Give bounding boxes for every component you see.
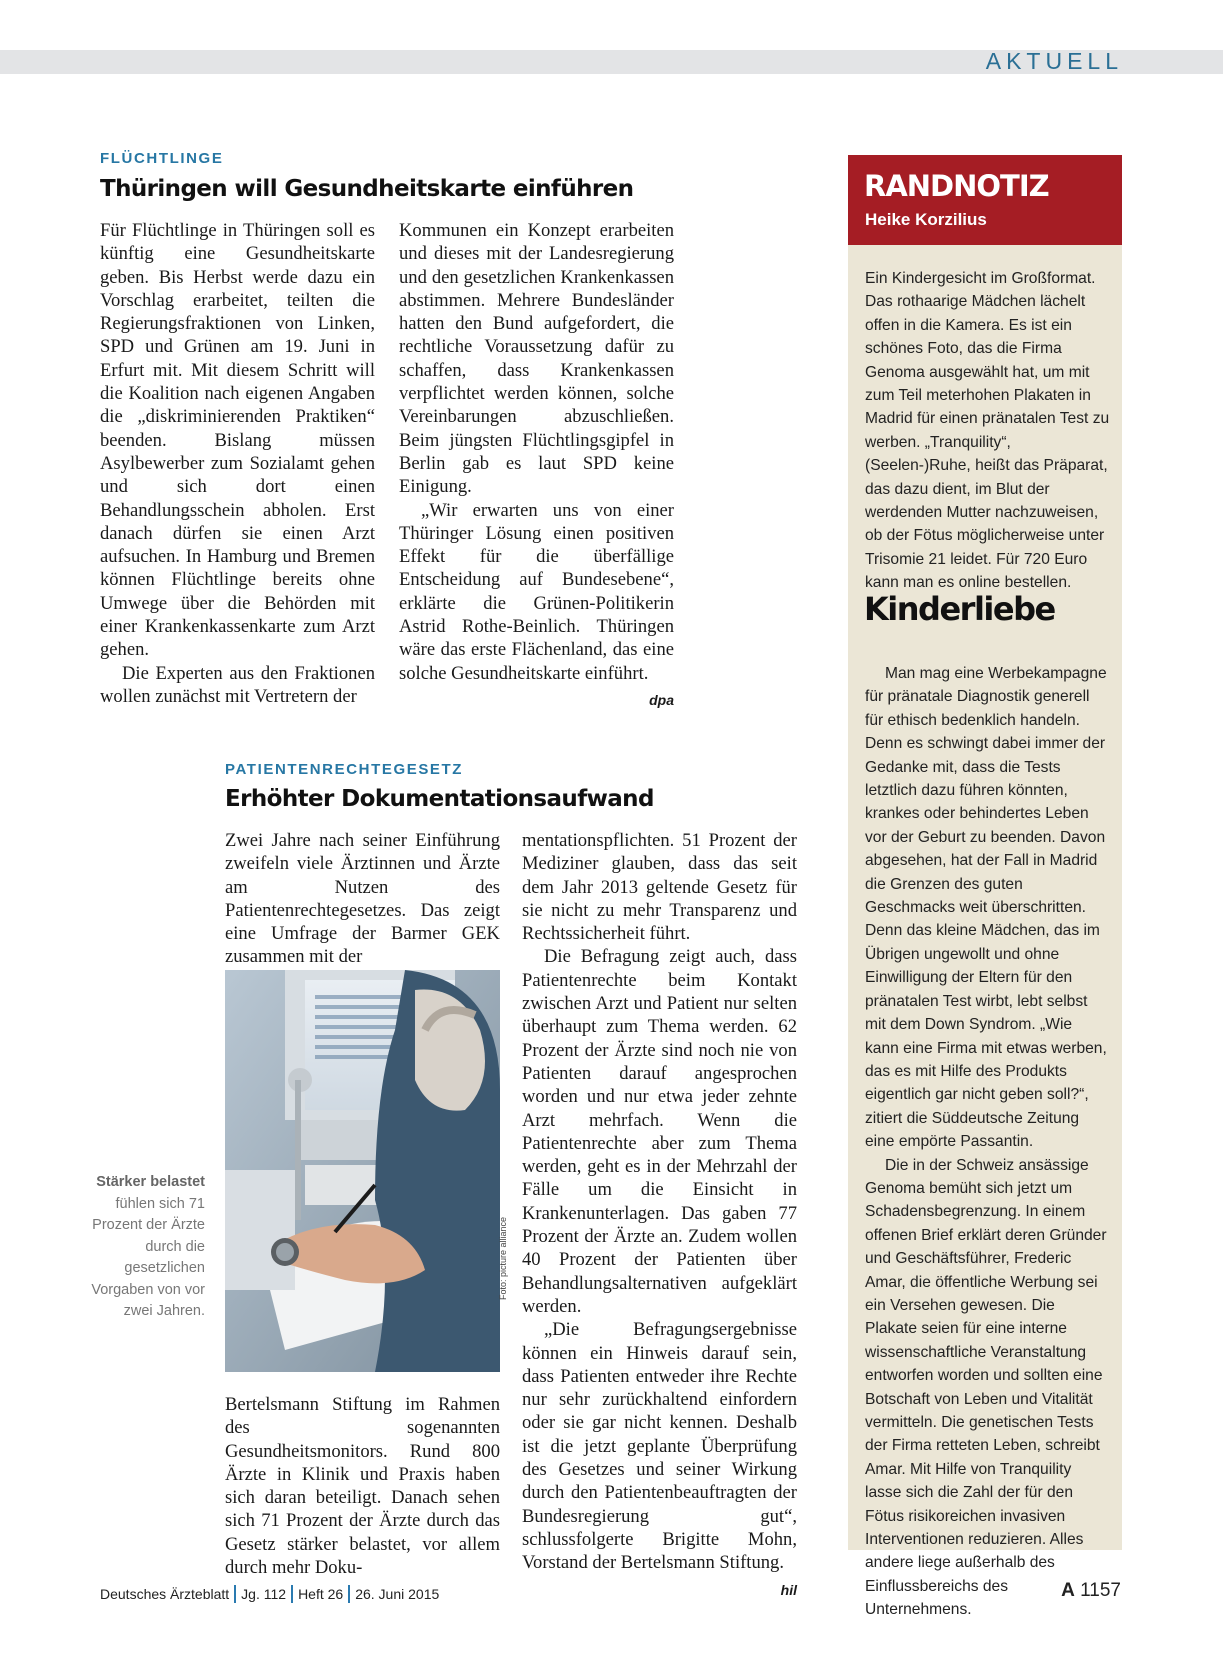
randnotiz-paragraph: Ein Kindergesicht im Großformat. Das rothaarige Mädchen lächelt offen in die Kamera. Es ist ein schönes Foto, das die Firma Genoma ausgewählt hat, um mit zum Teil meterhohen Plakaten in Madrid für einen pränatalen Test zu werben. „Tranquility“, (Seelen-)Ruhe, heißt das Präparat, das dazu dient, im Blut der werdenden Mutter nachzuweisen, ob der Fötus möglicherweise unter Trisomie 21 leidet. Für 720 Euro kann man es online bestellen. (865, 270, 1110, 592)
randnotiz-intro (865, 267, 1110, 595)
footer-separator (291, 1585, 293, 1603)
article2-paragraph (522, 1318, 797, 1598)
article-photo (225, 970, 500, 1372)
footer-separator (348, 1585, 350, 1603)
randnotiz-heading: Kinderliebe (864, 590, 1055, 628)
article2-kicker: PATIENTENRECHTEGESETZ (225, 761, 464, 778)
article2-headline: Erhöhter Dokumentationsaufwand (225, 786, 654, 812)
footer (100, 1585, 439, 1603)
article1-headline: Thüringen will Gesundheitskarte einführen (100, 176, 634, 202)
page-number-value: 1157 (1080, 1580, 1121, 1601)
article2-column-2 (522, 829, 797, 1602)
article2-paragraph: Die Befragung zeigt auch, dass Patientenrechte beim Kontakt zwischen Arzt und Patient nur selten überhaupt zum Thema werden. 62 Prozent der Ärzte sind noch nie von Patienten darauf angesprochen worden und nur etwa jeder zehnte Arzt mehrfach. Wenn die Patientenrechte aber zum Thema werden, geht es in der Mehrzahl der Fälle um die Einsicht in Krankenunterlagen. Das gaben 77 Prozent der Ärzte an. Zudem wollen 40 Prozent der Patienten über Behandlungsalternativen aufgeklärt werden. (522, 946, 797, 1317)
photo-caption (88, 1172, 205, 1323)
journal-name: Deutsches Ärzteblatt (100, 1586, 230, 1602)
article1-column-2 (399, 219, 674, 712)
section-label: AKTUELL (985, 48, 1123, 74)
randnotiz-header (848, 155, 1122, 245)
article1-paragraph-text: „Wir erwarten uns von einer Thüringer Lösung einen positiven Effekt für die überfällige Entscheidung auf Bundesebene“, erklärte die Grünen-Politikerin Astrid Rothe-Beinlich. Thüringen wäre das erste Flächenland, das eine solche Gesundheitskarte einführt. (399, 499, 674, 684)
journal-issue: Heft 26 (298, 1586, 344, 1602)
article2-agency: hil (780, 1581, 797, 1598)
doctor-writing-photo (225, 970, 500, 1372)
caption-text: fühlen sich 71 Prozent der Ärzte durch die gesetzlichen Vorgaben von vor zwei Jahren. (91, 1195, 205, 1319)
article2-paragraph: mentationspflichten. 51 Prozent der Mediziner glauben, dass das seit dem Jahr 2013 geltende Gesetz für sie nicht zu mehr Transparenz und Rechtssicherheit führt. (522, 830, 797, 945)
randnotiz-author: Heike Korzilius (865, 210, 987, 229)
article1-column-1 (100, 219, 375, 708)
article2-column-1-top (225, 829, 500, 969)
randnotiz-main (865, 662, 1110, 1622)
photo-credit: Foto: picture alliance (498, 1216, 508, 1300)
randnotiz-label: RANDNOTIZ (864, 169, 1049, 203)
page-prefix: A (1061, 1580, 1075, 1601)
page-number (1061, 1580, 1121, 1602)
article2-paragraph: Bertelsmann Stiftung im Rahmen des sogenannten Gesundheitsmonitors. Rund 800 Ärzte in Klinik und Praxis haben sich daran beteiligt. Danach sehen sich 71 Prozent der Ärzte durch das Gesetz stärker belastet, vor allem durch mehr Doku- (225, 1394, 500, 1579)
article1-kicker: FLÜCHTLINGE (100, 150, 224, 167)
randnotiz-paragraph: Man mag eine Werbekampagne für pränatale Diagnostik generell für ethisch bedenklich handeln. Denn es schwingt dabei immer der Gedanke mit, dass die Tests letztlich dazu führen könnten, krankes oder behindertes Leben vor der Geburt zu beenden. Davon abgesehen, hat der Fall in Madrid die Grenzen des guten Geschmacks weit überschritten. Denn das kleine Mädchen, das im Übrigen ungewollt und ohne Einwilligung der Eltern für den pränatalen Test wirbt, lebt selbst mit dem Down Syndrom. „Wie kann eine Firma mit etwas werben, das es mit Hilfe des Produkts eigentlich gar nicht geben soll?“, zitiert die Süddeutsche Zeitung eine empörte Passantin. (865, 665, 1107, 1151)
journal-volume: Jg. 112 (241, 1586, 287, 1602)
footer-separator (234, 1585, 236, 1603)
article1-paragraph (399, 499, 674, 708)
journal-date: 26. Juni 2015 (355, 1586, 440, 1602)
article1-agency: dpa (649, 691, 674, 708)
article2-paragraph: Zwei Jahre nach seiner Einführung zweifeln viele Ärztinnen und Ärzte am Nutzen des Patientenrechtegesetzes. Das zeigt eine Umfrage der Barmer GEK zusammen mit der (225, 830, 500, 968)
article1-paragraph: Für Flüchtlinge in Thüringen soll es künftig eine Gesundheitskarte geben. Bis Herbst werde dazu ein Vorschlag erarbeitet, teilten die Regierungsfraktionen von Linken, SPD und Grünen am 19. Juni in Erfurt mit. Mit diesem Schritt will die Koalition nach eigenen Angaben die „diskriminierenden Praktiken“ beenden. Bislang müssen Asylbewerber zum Sozialamt gehen und sich dort einen Behandlungsschein abholen. Erst danach dürfen sie einen Arzt aufsuchen. In Hamburg und Bremen können Flüchtlinge bereits ohne Umwege über die Behörden mit einer Krankenkassenkarte zum Arzt gehen. (100, 220, 375, 661)
article1-paragraph: Die Experten aus den Fraktionen wollen zunächst mit Vertretern der (100, 662, 375, 707)
article2-column-1-bottom (225, 1393, 500, 1579)
article2-paragraph-text: „Die Befragungsergebnisse können ein Hinweis darauf sein, dass Patienten entweder ihre Rechte nur sehr zurückhaltend einfordern oder sie gar nicht kennen. Deshalb ist die jetzt geplante Überprüfung des Gesetzes und seiner Wirkung durch den Patientenbeauftragten der Bundesregierung gut“, schlussfolgerte Brigitte Mohn, Vorstand der Bertelsmann Stiftung. (522, 1319, 797, 1574)
article1-paragraph: Kommunen ein Konzept erarbeiten und dieses mit der Landesregierung und den gesetzlichen Krankenkassen abstimmen. Mehrere Bundesländer hatten den Bund aufgefordert, die rechtliche Voraussetzung dafür zu schaffen, dass Krankenkassen verpflichtet werden können, solche Vereinbarungen abzuschließen. Beim jüngsten Flüchtlingsgipfel in Berlin gab es laut SPD keine Einigung. (399, 220, 674, 498)
caption-bold: Stärker belastet (96, 1174, 205, 1190)
randnotiz-paragraph: Die in der Schweiz ansässige Genoma bemüht sich jetzt um Schadensbegrenzung. In einem offenen Brief erklärt deren Gründer und Geschäftsführer, Frederic Amar, die öffentliche Werbung sei ein Versehen gewesen. Die Plakate seien für eine interne wissenschaftliche Veranstaltung entworfen worden und sollten eine Botschaft von Leben und Vitalität vermitteln. Die genetischen Tests der Firma retteten Leben, schreibt Amar. Mit Hilfe von Tranquility lasse sich die Zahl der für den Fötus risikoreichen invasiven Interventionen reduzieren. Alles andere liege außerhalb des Einflussbereichs des Unternehmens. (865, 1156, 1107, 1619)
